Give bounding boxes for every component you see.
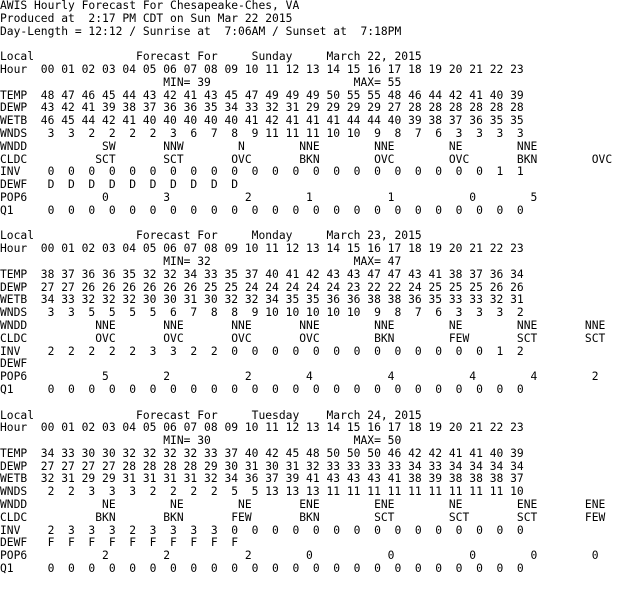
forecast-row: CLDC BKN BKN FEW BKN SCT SCT SCT FEW xyxy=(0,510,606,524)
forecast-row: WNDS 3 3 5 5 5 5 6 7 8 8 9 10 10 10 10 10 9 8 7 6 3 3 3 2 xyxy=(0,306,524,320)
forecast-row: DEWP 43 42 41 39 38 37 36 36 35 34 33 32 31 29 29 29 29 27 28 28 28 28 28 28 xyxy=(0,101,524,115)
forecast-row: TEMP 48 47 46 45 44 43 42 41 43 45 47 49 49 49 50 55 55 48 46 44 42 41 40 39 xyxy=(0,88,524,102)
forecast-row: DEWF F F F F F F F F F F xyxy=(0,536,239,550)
spacer xyxy=(0,397,619,410)
forecast-row: WNDD NE NE NE ENE ENE NE ENE ENE xyxy=(0,498,606,512)
forecast-row: Q1 0 0 0 0 0 0 0 0 0 0 0 0 0 0 0 0 0 0 0 0 0 0 0 0 xyxy=(0,562,524,576)
doc-title: AWIS Hourly Forecast For Chesapeake-Ches, VA xyxy=(0,0,300,12)
forecast-day-block xyxy=(0,410,619,576)
forecast-row: INV 2 3 3 3 2 3 3 3 3 0 0 0 0 0 0 0 0 0 0 0 0 0 0 0 xyxy=(0,523,524,537)
forecast-row: Q1 0 0 0 0 0 0 0 0 0 0 0 0 0 0 0 0 0 0 0 0 0 0 0 0 xyxy=(0,203,524,217)
forecast-row: POP6 2 2 2 0 0 0 0 0 xyxy=(0,549,599,563)
forecast-row: Local Forecast For Monday March 23, 2015 xyxy=(0,229,422,243)
forecast-day-block xyxy=(0,51,619,217)
forecast-row: Hour 00 01 02 03 04 05 06 07 08 09 10 11 12 13 14 15 16 17 18 19 20 21 22 23 xyxy=(0,242,524,256)
forecast-row: TEMP 38 37 36 36 35 32 32 34 33 35 37 40 41 42 43 43 47 47 43 41 38 37 36 34 xyxy=(0,267,524,281)
forecast-row: Local Forecast For Tuesday March 24, 2015 xyxy=(0,408,422,422)
forecast-row: MIN= 32 MAX= 47 xyxy=(0,254,402,268)
forecast-row: DEWP 27 27 27 27 28 28 28 28 29 30 31 30 31 32 33 33 33 33 34 33 34 34 34 34 xyxy=(0,459,524,473)
forecast-row: Hour 00 01 02 03 04 05 06 07 08 09 10 11 12 13 14 15 16 17 18 19 20 21 22 23 xyxy=(0,62,524,76)
forecast-row: MIN= 30 MAX= 50 xyxy=(0,434,402,448)
forecast-row: MIN= 39 MAX= 55 xyxy=(0,75,402,89)
forecast-row: POP6 5 2 2 4 4 4 4 2 xyxy=(0,370,599,384)
forecast-row: Q1 0 0 0 0 0 0 0 0 0 0 0 0 0 0 0 0 0 0 0 0 0 0 0 0 xyxy=(0,382,524,396)
forecast-day-block xyxy=(0,230,619,396)
forecast-row: POP6 0 3 2 1 1 0 5 xyxy=(0,190,538,204)
forecast-row: WNDD NNE NNE NNE NNE NNE NE NNE NNE xyxy=(0,318,606,332)
forecast-row: DEWF D D D D D D D D D D xyxy=(0,178,239,192)
forecast-row: INV 0 0 0 0 0 0 0 0 0 0 0 0 0 0 0 0 0 0 0 0 0 0 1 1 xyxy=(0,165,524,179)
forecast-row: DEWP 27 27 26 26 26 26 26 26 25 25 24 24 24 24 24 23 22 22 24 25 25 25 26 26 xyxy=(0,280,524,294)
forecast-row: CLDC SCT SCT OVC BKN OVC OVC BKN OVC xyxy=(0,152,613,166)
forecast-row: WETB 46 45 44 42 41 40 40 40 40 40 41 42 41 41 41 44 44 40 39 38 37 36 35 35 xyxy=(0,114,524,128)
forecast-row: WNDS 3 3 2 2 2 2 3 6 7 8 9 11 11 11 10 10 9 8 7 6 3 3 3 3 xyxy=(0,126,524,140)
forecast-days xyxy=(0,51,619,576)
forecast-row: DEWF xyxy=(0,357,28,371)
produced-line: Produced at 2:17 PM CDT on Sun Mar 22 2015 xyxy=(0,11,293,25)
forecast-row: WETB 34 33 32 32 32 30 30 31 30 32 32 34 35 35 36 36 38 38 36 35 33 33 32 31 xyxy=(0,293,524,307)
forecast-row: Local Forecast For Sunday March 22, 2015 xyxy=(0,50,422,64)
forecast-row: INV 2 2 2 2 2 3 3 2 2 0 0 0 0 0 0 0 0 0 0 0 0 0 1 2 xyxy=(0,344,524,358)
daylength-line: Day-Length = 12:12 / Sunrise at 7:06AM / Sunset at 7:18PM xyxy=(0,24,402,38)
forecast-row: TEMP 34 33 30 30 32 32 32 32 33 37 40 42 45 48 50 50 50 46 42 42 41 41 40 39 xyxy=(0,446,524,460)
forecast-row: WETB 32 31 29 29 31 31 31 31 32 34 36 37 39 41 43 43 43 41 38 39 38 38 38 37 xyxy=(0,472,524,486)
forecast-row: Hour 00 01 02 03 04 05 06 07 08 09 10 11 12 13 14 15 16 17 18 19 20 21 22 23 xyxy=(0,421,524,435)
forecast-row: WNDD SW NNW N NNE NNE NE NNE xyxy=(0,139,538,153)
forecast-row: WNDS 2 2 3 3 3 2 2 2 2 5 5 13 13 13 11 11 11 11 11 11 11 11 11 10 xyxy=(0,485,524,499)
forecast-row: CLDC OVC OVC OVC OVC BKN FEW SCT SCT xyxy=(0,331,606,345)
